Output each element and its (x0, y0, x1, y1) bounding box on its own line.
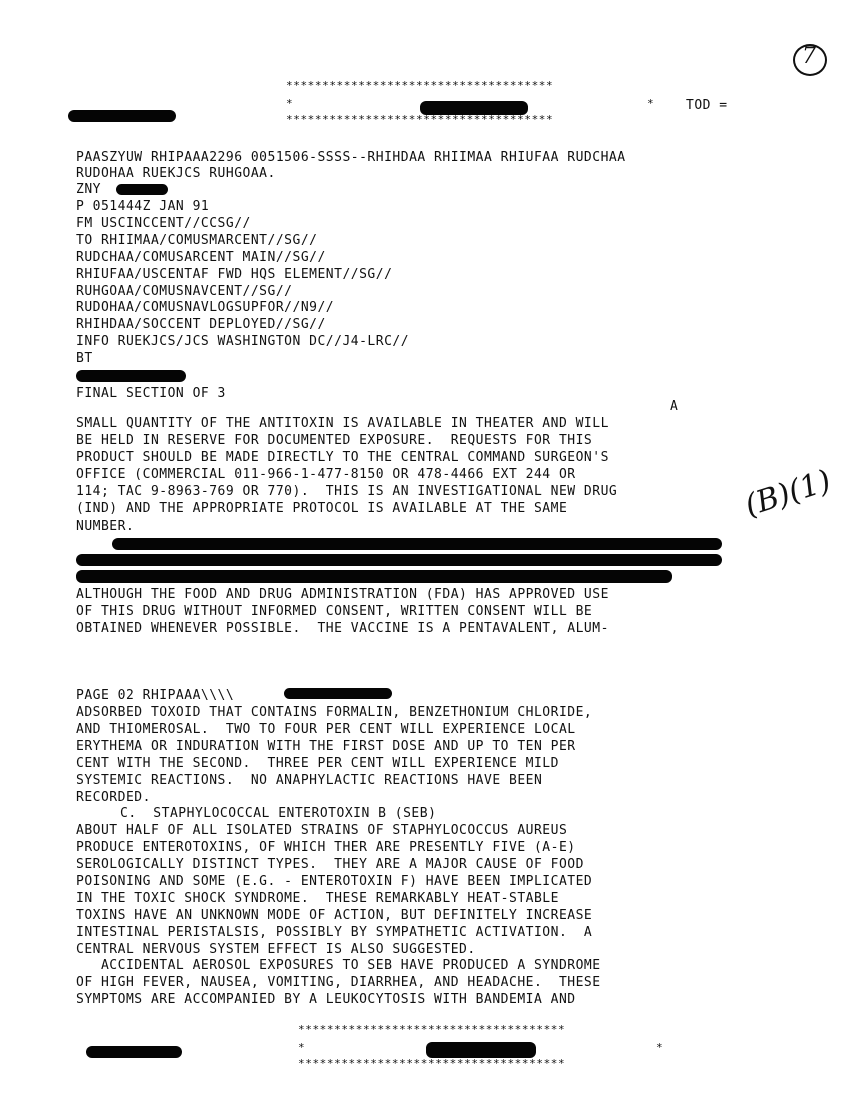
redaction-block-2 (76, 554, 722, 566)
banner-star-row-bottom: ************************************* (286, 113, 554, 126)
redaction-banner-center-bottom (426, 1042, 536, 1058)
page-2-header: PAGE 02 RHIPAAA\\\\ (76, 688, 235, 703)
to-line: RHIUFAA/USCENTAF FWD HQS ELEMENT//SG// (76, 267, 393, 282)
paragraph-marker: A (670, 399, 679, 414)
redaction-classification-line (76, 370, 186, 382)
body-line: BE HELD IN RESERVE FOR DOCUMENTED EXPOSURE. REQUESTS FOR THIS (76, 433, 593, 448)
body-line: RECORDED. (76, 790, 151, 805)
info-line: INFO RUEKJCS/JCS WASHINGTON DC//J4-LRC// (76, 334, 410, 349)
to-line: RUDCHAA/COMUSARCENT MAIN//SG// (76, 250, 326, 265)
body-line: SYMPTOMS ARE ACCOMPANIED BY A LEUKOCYTOSIS WITH BANDEMIA AND (76, 992, 576, 1007)
body-line: OFFICE (COMMERCIAL 011-966-1-477-8150 OR 478-4466 EXT 244 OR (76, 467, 576, 482)
body-line: ABOUT HALF OF ALL ISOLATED STRAINS OF STAPHYLOCOCCUS AUREUS (76, 823, 568, 838)
redaction-block-1 (112, 538, 722, 550)
body-line: PRODUCE ENTEROTOXINS, OF WHICH THER ARE PRESENTLY FIVE (A-E) (76, 840, 576, 855)
zny-line: ZNY (76, 182, 101, 197)
body-line: POISONING AND SOME (E.G. - ENTEROTOXIN F) HAVE BEEN IMPLICATED (76, 874, 593, 889)
banner-star-left: * (298, 1041, 306, 1054)
body-line: NUMBER. (76, 519, 135, 534)
to-line: RUHGOAA/COMUSNAVCENT//SG// (76, 284, 293, 299)
banner-star-left: * (286, 97, 294, 110)
body-line: IN THE TOXIC SHOCK SYNDROME. THESE REMARKABLY HEAT-STABLE (76, 891, 559, 906)
redaction-classification-left-top (68, 110, 176, 122)
body-line: SEROLOGICALLY DISTINCT TYPES. THEY ARE A MAJOR CAUSE OF FOOD (76, 857, 584, 872)
to-line: RUDOHAA/COMUSNAVLOGSUPFOR//N9// (76, 300, 335, 315)
routing-line-2: RUDOHAA RUEKJCS RUHGOAA. (76, 166, 276, 181)
body-line: CENT WITH THE SECOND. THREE PER CENT WILL EXPERIENCE MILD (76, 756, 559, 771)
body-line: OF HIGH FEVER, NAUSEA, VOMITING, DIARRHEA, AND HEADACHE. THESE (76, 975, 601, 990)
banner-star-row: ************************************* (286, 79, 554, 92)
body-line: TOXINS HAVE AN UNKNOWN MODE OF ACTION, BUT DEFINITELY INCREASE (76, 908, 593, 923)
body-line: INTESTINAL PERISTALSIS, POSSIBLY BY SYMPATHETIC ACTIVATION. A (76, 925, 593, 940)
body-line: PRODUCT SHOULD BE MADE DIRECTLY TO THE CENTRAL COMMAND SURGEON'S (76, 450, 609, 465)
body-line: AND THIOMEROSAL. TWO TO FOUR PER CENT WILL EXPERIENCE LOCAL (76, 722, 576, 737)
body-line: 114; TAC 9-8963-769 OR 770). THIS IS AN INVESTIGATIONAL NEW DRUG (76, 484, 618, 499)
redaction-classification-left-bottom (86, 1046, 182, 1058)
date-time-group: P 051444Z JAN 91 (76, 199, 210, 214)
section-heading-c: C. STAPHYLOCOCCAL ENTEROTOXIN B (SEB) (120, 806, 437, 821)
body-line: CENTRAL NERVOUS SYSTEM EFFECT IS ALSO SUGGESTED. (76, 942, 476, 957)
handwritten-exemption-code: (B)(1) (740, 463, 836, 524)
banner-star-row-bottom: ************************************* (298, 1057, 566, 1070)
routing-line: PAASZYUW RHIPAAA2296 0051506-SSSS--RHIHDAA RHIIMAA RHIUFAA RUDCHAA (76, 150, 626, 165)
banner-star-row: ************************************* (298, 1023, 566, 1036)
banner-star-right: * (647, 97, 655, 110)
redaction-zny (116, 184, 168, 195)
banner-star-right: * (656, 1041, 664, 1054)
tod-label: TOD = (686, 98, 728, 113)
body-line: OF THIS DRUG WITHOUT INFORMED CONSENT, WRITTEN CONSENT WILL BE (76, 604, 593, 619)
redaction-block-3 (76, 570, 672, 583)
body-line: SMALL QUANTITY OF THE ANTITOXIN IS AVAILABLE IN THEATER AND WILL (76, 416, 609, 431)
body-line: ERYTHEMA OR INDURATION WITH THE FIRST DOSE AND UP TO TEN PER (76, 739, 576, 754)
body-line: (IND) AND THE APPROPRIATE PROTOCOL IS AVAILABLE AT THE SAME (76, 501, 568, 516)
body-line: ADSORBED TOXOID THAT CONTAINS FORMALIN, BENZETHONIUM CHLORIDE, (76, 705, 593, 720)
body-line: ALTHOUGH THE FOOD AND DRUG ADMINISTRATION (FDA) HAS APPROVED USE (76, 587, 609, 602)
body-line: ACCIDENTAL AEROSOL EXPOSURES TO SEB HAVE PRODUCED A SYNDROME (76, 958, 601, 973)
body-line: SYSTEMIC REACTIONS. NO ANAPHYLACTIC REACTIONS HAVE BEEN (76, 773, 543, 788)
bt-line: BT (76, 351, 93, 366)
to-line: RHIHDAA/SOCCENT DEPLOYED//SG// (76, 317, 326, 332)
section-line: FINAL SECTION OF 3 (76, 386, 226, 401)
body-line: OBTAINED WHENEVER POSSIBLE. THE VACCINE IS A PENTAVALENT, ALUM- (76, 621, 609, 636)
from-line: FM USCINCCENT//CCSG// (76, 216, 251, 231)
to-line: TO RHIIMAA/COMUSMARCENT//SG// (76, 233, 318, 248)
handwritten-page-number: 7 (802, 44, 816, 69)
redaction-page-2-header (284, 688, 392, 699)
